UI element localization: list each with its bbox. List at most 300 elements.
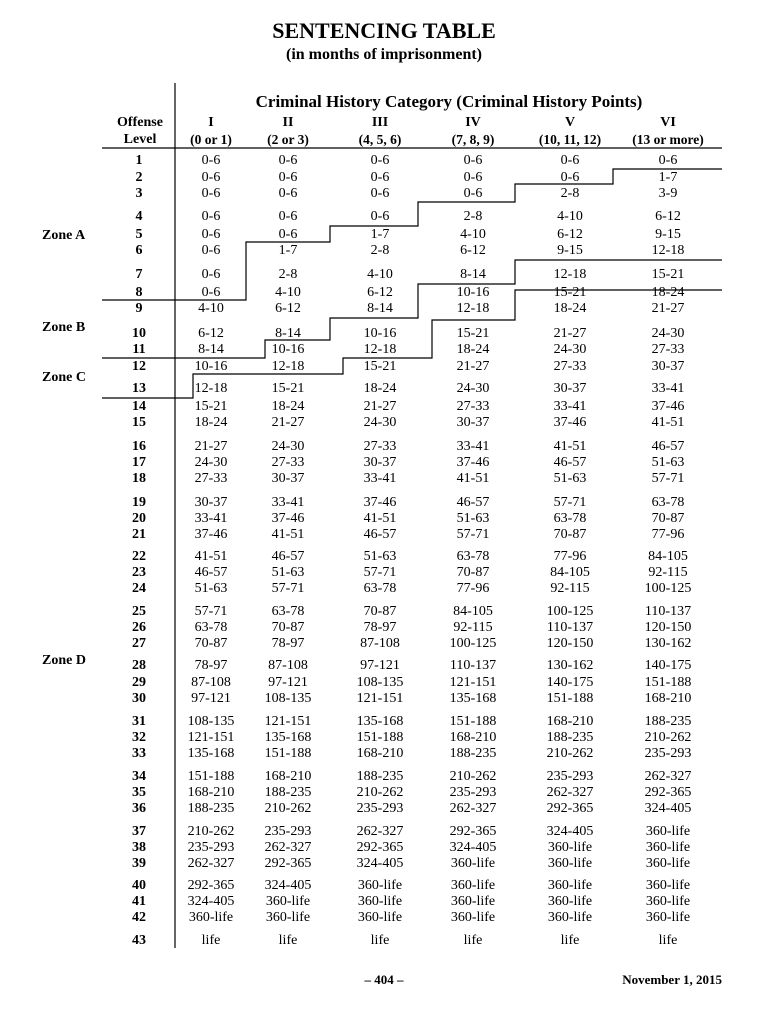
range-cell: 8-14 <box>198 342 224 357</box>
zone-b-boundary <box>102 260 722 358</box>
range-cell: 121-151 <box>187 730 235 745</box>
range-cell: 151-188 <box>644 675 692 690</box>
range-cell: 21-27 <box>553 326 587 341</box>
range-cell: 0-6 <box>370 153 390 168</box>
range-cell: 57-71 <box>456 527 490 542</box>
range-cell: 2-8 <box>278 267 298 282</box>
offense-level: 17 <box>132 455 146 470</box>
range-cell: 41-51 <box>271 527 305 542</box>
range-cell: 10-16 <box>194 359 228 374</box>
range-cell: 360-life <box>450 856 496 871</box>
range-cell: 21-27 <box>194 439 228 454</box>
category-3-roman: III <box>371 115 389 130</box>
range-cell: 87-108 <box>268 658 308 673</box>
range-cell: 78-97 <box>363 620 397 635</box>
range-cell: 360-life <box>547 878 593 893</box>
zone-a-boundary <box>102 169 722 300</box>
range-cell: 27-33 <box>553 359 587 374</box>
range-cell: 33-41 <box>194 511 228 526</box>
range-cell: 4-10 <box>275 285 301 300</box>
range-cell: 87-108 <box>191 675 231 690</box>
range-cell: 188-235 <box>187 801 235 816</box>
range-cell: 6-12 <box>367 285 393 300</box>
range-cell: 1-7 <box>370 227 390 242</box>
range-cell: 100-125 <box>644 581 692 596</box>
range-cell: 210-262 <box>546 746 594 761</box>
range-cell: 30-37 <box>271 471 305 486</box>
zone-label: Zone B <box>42 320 86 335</box>
range-cell: 24-30 <box>194 455 228 470</box>
range-cell: 0-6 <box>278 186 298 201</box>
revision-date: November 1, 2015 <box>622 972 722 987</box>
range-cell: 292-365 <box>187 878 235 893</box>
range-cell: 262-327 <box>546 785 594 800</box>
category-1-points: (0 or 1) <box>190 132 232 147</box>
range-cell: 135-168 <box>449 691 497 706</box>
offense-level: 34 <box>132 769 146 784</box>
range-cell: 33-41 <box>553 399 587 414</box>
range-cell: 15-21 <box>271 381 305 396</box>
range-cell: 51-63 <box>363 549 397 564</box>
range-cell: 18-24 <box>271 399 305 414</box>
range-cell: 4-10 <box>557 209 583 224</box>
range-cell: 0-6 <box>201 227 221 242</box>
range-cell: 30-37 <box>363 455 397 470</box>
offense-level: 7 <box>135 267 143 282</box>
range-cell: 151-188 <box>264 746 312 761</box>
range-cell: 100-125 <box>449 636 497 651</box>
range-cell: 360-life <box>645 824 691 839</box>
range-cell: 0-6 <box>463 186 483 201</box>
range-cell: 27-33 <box>651 342 685 357</box>
range-cell: 0-6 <box>201 285 221 300</box>
range-cell: 63-78 <box>553 511 587 526</box>
range-cell: 151-188 <box>187 769 235 784</box>
range-cell: 168-210 <box>356 746 404 761</box>
range-cell: 324-405 <box>546 824 594 839</box>
offense-level: 20 <box>132 511 146 526</box>
range-cell: 78-97 <box>194 658 228 673</box>
range-cell: 121-151 <box>264 714 312 729</box>
offense-level: 9 <box>135 301 143 316</box>
range-cell: 360-life <box>547 856 593 871</box>
range-cell: 57-71 <box>651 471 685 486</box>
offense-level: 33 <box>132 746 146 761</box>
range-cell: 100-125 <box>546 604 594 619</box>
range-cell: 6-12 <box>655 209 681 224</box>
offense-level: 29 <box>132 675 146 690</box>
category-2-points: (2 or 3) <box>267 132 309 147</box>
page-title: SENTENCING TABLE <box>272 18 496 43</box>
range-cell: 210-262 <box>187 824 235 839</box>
range-cell: 27-33 <box>456 399 490 414</box>
range-cell: 12-18 <box>456 301 490 316</box>
page-number: – 404 – <box>364 972 404 987</box>
range-cell: 21-27 <box>456 359 490 374</box>
range-cell: 360-life <box>357 910 403 925</box>
range-cell: 8-14 <box>275 326 301 341</box>
range-cell: 120-150 <box>546 636 594 651</box>
range-cell: 292-365 <box>449 824 497 839</box>
range-cell: 235-293 <box>449 785 497 800</box>
range-cell: 12-18 <box>271 359 305 374</box>
range-cell: 15-21 <box>456 326 490 341</box>
range-cell: 0-6 <box>201 243 221 258</box>
range-cell: 21-27 <box>363 399 397 414</box>
range-cell: 10-16 <box>456 285 490 300</box>
offense-level: 4 <box>135 209 143 224</box>
range-cell: 360-life <box>450 910 496 925</box>
offense-level: 11 <box>132 342 146 357</box>
zone-label: Zone D <box>42 653 86 668</box>
range-cell: 360-life <box>547 840 593 855</box>
range-cell: 24-30 <box>271 439 305 454</box>
range-cell: 24-30 <box>363 415 397 430</box>
range-cell: 210-262 <box>644 730 692 745</box>
range-cell: 8-14 <box>460 267 486 282</box>
offense-level: 35 <box>132 785 146 800</box>
range-cell: 10-16 <box>271 342 305 357</box>
range-cell: 18-24 <box>651 285 685 300</box>
offense-level: 8 <box>135 285 143 300</box>
range-cell: 70-87 <box>456 565 490 580</box>
offense-level: 10 <box>132 326 146 341</box>
range-cell: 33-41 <box>363 471 397 486</box>
range-cell: 188-235 <box>264 785 312 800</box>
range-cell: 41-51 <box>553 439 587 454</box>
range-cell: 78-97 <box>271 636 305 651</box>
range-cell: 97-121 <box>268 675 308 690</box>
range-cell: 30-37 <box>651 359 685 374</box>
range-cell: 27-33 <box>271 455 305 470</box>
range-cell: 120-150 <box>644 620 692 635</box>
range-cell: 15-21 <box>194 399 228 414</box>
offense-level: 24 <box>132 581 146 596</box>
range-cell: 110-137 <box>449 658 497 673</box>
range-cell: 33-41 <box>271 495 305 510</box>
range-cell: 360-life <box>645 856 691 871</box>
offense-level: 26 <box>132 620 146 635</box>
range-cell: 0-6 <box>370 186 390 201</box>
offense-level: 41 <box>132 894 146 909</box>
range-cell: 262-327 <box>356 824 404 839</box>
range-cell: 168-210 <box>187 785 235 800</box>
range-cell: 121-151 <box>356 691 404 706</box>
range-cell: 84-105 <box>453 604 493 619</box>
range-cell: life <box>278 933 298 948</box>
range-cell: 57-71 <box>363 565 397 580</box>
offense-level: 2 <box>135 170 143 185</box>
range-cell: 292-365 <box>356 840 404 855</box>
offense-level: 39 <box>132 856 146 871</box>
range-cell: 292-365 <box>644 785 692 800</box>
range-cell: 30-37 <box>194 495 228 510</box>
range-cell: 151-188 <box>546 691 594 706</box>
range-cell: 262-327 <box>644 769 692 784</box>
range-cell: 12-18 <box>194 381 228 396</box>
offense-level: 19 <box>132 495 146 510</box>
range-cell: 0-6 <box>370 209 390 224</box>
range-cell: 84-105 <box>550 565 590 580</box>
range-cell: 140-175 <box>644 658 692 673</box>
range-cell: 70-87 <box>271 620 305 635</box>
range-cell: 84-105 <box>648 549 688 564</box>
range-cell: 1-7 <box>658 170 678 185</box>
range-cell: 135-168 <box>356 714 404 729</box>
range-cell: 92-115 <box>453 620 493 635</box>
range-cell: 33-41 <box>456 439 490 454</box>
range-cell: 27-33 <box>363 439 397 454</box>
offense-level: 18 <box>132 471 146 486</box>
range-cell: 108-135 <box>356 675 404 690</box>
category-6-points: (13 or more) <box>632 132 704 147</box>
range-cell: 3-9 <box>658 186 678 201</box>
range-cell: 235-293 <box>264 824 312 839</box>
range-cell: 360-life <box>265 910 311 925</box>
range-cell: 41-51 <box>651 415 685 430</box>
range-cell: 360-life <box>547 910 593 925</box>
range-cell: 108-135 <box>264 691 312 706</box>
range-cell: 324-405 <box>356 856 404 871</box>
range-cell: 37-46 <box>553 415 587 430</box>
range-cell: 6-12 <box>198 326 224 341</box>
range-cell: 87-108 <box>360 636 400 651</box>
range-cell: 6-12 <box>275 301 301 316</box>
range-cell: 46-57 <box>194 565 228 580</box>
range-cell: 41-51 <box>363 511 397 526</box>
offense-level: 13 <box>132 381 146 396</box>
range-cell: 46-57 <box>363 527 397 542</box>
range-cell: 37-46 <box>456 455 490 470</box>
offense-level: 25 <box>132 604 146 619</box>
range-cell: 188-235 <box>356 769 404 784</box>
range-cell: 10-16 <box>363 326 397 341</box>
zone-label: Zone A <box>42 228 86 243</box>
range-cell: 30-37 <box>456 415 490 430</box>
range-cell: 41-51 <box>456 471 490 486</box>
range-cell: 324-405 <box>449 840 497 855</box>
range-cell: 24-30 <box>553 342 587 357</box>
offense-level: 12 <box>132 359 146 374</box>
range-cell: 37-46 <box>651 399 685 414</box>
range-cell: 57-71 <box>271 581 305 596</box>
zone-c-boundary <box>102 290 722 398</box>
range-cell: 51-63 <box>553 471 587 486</box>
range-cell: 46-57 <box>456 495 490 510</box>
range-cell: 63-78 <box>456 549 490 564</box>
criminal-history-title: Criminal History Category (Criminal History Points) <box>255 92 643 111</box>
offense-level: 3 <box>135 186 143 201</box>
range-cell: 360-life <box>645 840 691 855</box>
offense-level: 30 <box>132 691 146 706</box>
range-cell: 262-327 <box>264 840 312 855</box>
range-cell: 235-293 <box>644 746 692 761</box>
range-cell: 8-14 <box>367 301 393 316</box>
range-cell: 70-87 <box>363 604 397 619</box>
range-cell: 46-57 <box>271 549 305 564</box>
page-subtitle: (in months of imprisonment) <box>285 46 482 63</box>
range-cell: 51-63 <box>194 581 228 596</box>
range-cell: 12-18 <box>363 342 397 357</box>
range-cell: 41-51 <box>194 549 228 564</box>
range-cell: 57-71 <box>194 604 228 619</box>
range-cell: 9-15 <box>557 243 583 258</box>
range-cell: 360-life <box>450 878 496 893</box>
range-cell: 51-63 <box>456 511 490 526</box>
range-cell: life <box>463 933 483 948</box>
range-cell: 4-10 <box>198 301 224 316</box>
range-cell: 30-37 <box>553 381 587 396</box>
offense-level: 1 <box>135 153 143 168</box>
range-cell: 0-6 <box>278 170 298 185</box>
range-cell: 18-24 <box>456 342 490 357</box>
range-cell: 360-life <box>645 894 691 909</box>
range-cell: 63-78 <box>271 604 305 619</box>
range-cell: 108-135 <box>187 714 235 729</box>
range-cell: 0-6 <box>370 170 390 185</box>
offense-level: 16 <box>132 439 146 454</box>
offense-level: 32 <box>132 730 146 745</box>
range-cell: 70-87 <box>553 527 587 542</box>
range-cell: 46-57 <box>553 455 587 470</box>
range-cell: 33-41 <box>651 381 685 396</box>
range-cell: 210-262 <box>356 785 404 800</box>
range-cell: 12-18 <box>651 243 685 258</box>
category-3-points: (4, 5, 6) <box>358 132 402 147</box>
range-cell: 151-188 <box>356 730 404 745</box>
range-cell: 235-293 <box>187 840 235 855</box>
range-cell: life <box>658 933 678 948</box>
range-cell: 0-6 <box>560 170 580 185</box>
range-cell: 0-6 <box>560 153 580 168</box>
category-2-roman: II <box>282 115 294 130</box>
range-cell: 63-78 <box>194 620 228 635</box>
range-cell: life <box>370 933 390 948</box>
offense-level: 15 <box>132 415 146 430</box>
range-cell: 121-151 <box>449 675 497 690</box>
range-cell: 324-405 <box>187 894 235 909</box>
range-cell: 37-46 <box>363 495 397 510</box>
offense-level: 40 <box>132 878 146 893</box>
range-cell: 2-8 <box>370 243 390 258</box>
range-cell: 360-life <box>188 910 234 925</box>
zone-label: Zone C <box>42 370 86 385</box>
range-cell: 21-27 <box>651 301 685 316</box>
range-cell: 2-8 <box>463 209 483 224</box>
range-cell: 360-life <box>450 894 496 909</box>
range-cell: 168-210 <box>644 691 692 706</box>
range-cell: 15-21 <box>363 359 397 374</box>
range-cell: 18-24 <box>363 381 397 396</box>
range-cell: 0-6 <box>463 170 483 185</box>
range-cell: 135-168 <box>187 746 235 761</box>
range-cell: 151-188 <box>449 714 497 729</box>
range-cell: 37-46 <box>271 511 305 526</box>
range-cell: 12-18 <box>553 267 587 282</box>
offense-level: 22 <box>132 549 146 564</box>
range-cell: 324-405 <box>644 801 692 816</box>
range-cell: 51-63 <box>271 565 305 580</box>
range-cell: 0-6 <box>278 153 298 168</box>
range-cell: 0-6 <box>201 186 221 201</box>
range-cell: 57-71 <box>553 495 587 510</box>
offense-level: 27 <box>132 636 146 651</box>
range-cell: 21-27 <box>271 415 305 430</box>
range-cell: 360-life <box>357 878 403 893</box>
range-cell: 4-10 <box>460 227 486 242</box>
range-cell: 360-life <box>645 910 691 925</box>
range-cell: 97-121 <box>191 691 231 706</box>
range-cell: 168-210 <box>264 769 312 784</box>
range-cell: 188-235 <box>644 714 692 729</box>
range-cell: 140-175 <box>546 675 594 690</box>
category-5-roman: V <box>564 115 576 130</box>
offense-level: 31 <box>132 714 146 729</box>
category-5-points: (10, 11, 12) <box>538 132 602 147</box>
offense-level: 23 <box>132 565 146 580</box>
range-cell: 51-63 <box>651 455 685 470</box>
category-4-points: (7, 8, 9) <box>451 132 495 147</box>
range-cell: 168-210 <box>449 730 497 745</box>
offense-header-line2: Level <box>123 132 157 147</box>
offense-level: 38 <box>132 840 146 855</box>
range-cell: 77-96 <box>553 549 587 564</box>
category-6-roman: VI <box>660 115 676 130</box>
range-cell: 4-10 <box>367 267 393 282</box>
range-cell: 360-life <box>547 894 593 909</box>
range-cell: 0-6 <box>278 209 298 224</box>
range-cell: 0-6 <box>201 267 221 282</box>
range-cell: 0-6 <box>201 209 221 224</box>
offense-level: 36 <box>132 801 146 816</box>
range-cell: 9-15 <box>655 227 681 242</box>
range-cell: 77-96 <box>456 581 490 596</box>
offense-level: 6 <box>135 243 143 258</box>
range-cell: 210-262 <box>264 801 312 816</box>
range-cell: 0-6 <box>201 153 221 168</box>
category-4-roman: IV <box>465 115 481 130</box>
range-cell: 1-7 <box>278 243 298 258</box>
range-cell: life <box>560 933 580 948</box>
range-cell: 235-293 <box>356 801 404 816</box>
range-cell: 110-137 <box>644 604 692 619</box>
range-cell: 188-235 <box>546 730 594 745</box>
range-cell: 27-33 <box>194 471 228 486</box>
range-cell: 77-96 <box>651 527 685 542</box>
range-cell: 37-46 <box>194 527 228 542</box>
range-cell: 262-327 <box>187 856 235 871</box>
range-cell: 6-12 <box>557 227 583 242</box>
range-cell: 135-168 <box>264 730 312 745</box>
range-cell: 188-235 <box>449 746 497 761</box>
range-cell: 0-6 <box>658 153 678 168</box>
offense-level: 5 <box>135 227 143 242</box>
range-cell: 70-87 <box>194 636 228 651</box>
range-cell: 18-24 <box>194 415 228 430</box>
range-cell: 63-78 <box>363 581 397 596</box>
range-cell: 18-24 <box>553 301 587 316</box>
range-cell: 360-life <box>645 878 691 893</box>
range-cell: 92-115 <box>648 565 688 580</box>
range-cell: 24-30 <box>651 326 685 341</box>
offense-level: 37 <box>132 824 146 839</box>
range-cell: 292-365 <box>264 856 312 871</box>
range-cell: life <box>201 933 221 948</box>
offense-header-line1: Offense <box>117 115 163 130</box>
range-cell: 2-8 <box>560 186 580 201</box>
range-cell: 15-21 <box>553 285 587 300</box>
range-cell: 0-6 <box>278 227 298 242</box>
